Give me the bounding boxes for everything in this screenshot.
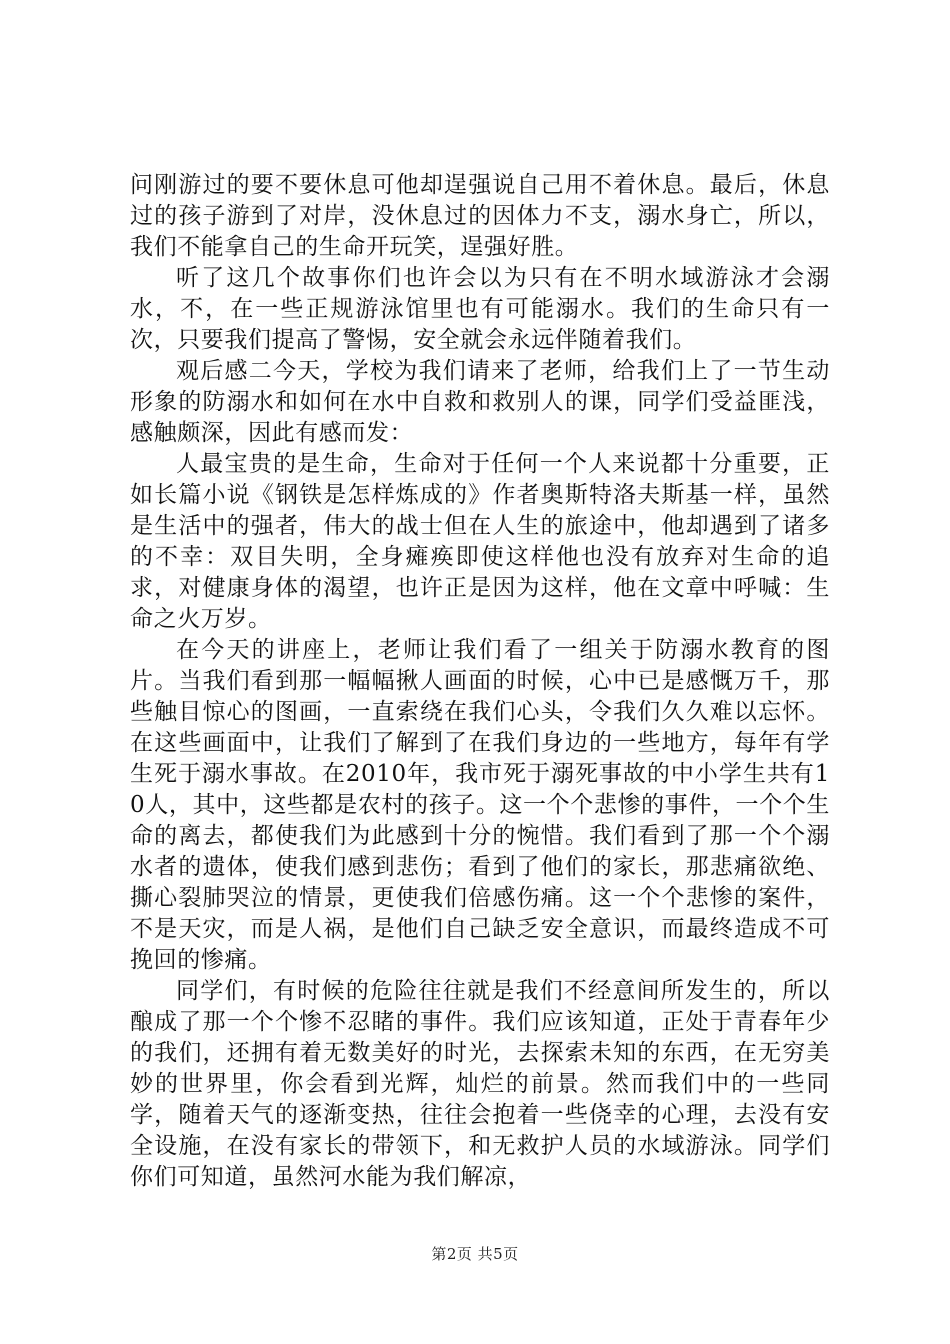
- paragraph: 听了这几个故事你们也许会以为只有在不明水域游泳才会溺水，不，在一些正规游泳馆里也有可能溺水。我们的生命只有一次，只要我们提高了警惕，安全就会永远伴随着我们。: [130, 265, 830, 353]
- page-number-footer: 第2页 共5页: [431, 1245, 519, 1263]
- document-body: [130, 170, 830, 1193]
- paragraph-continuation: 问刚游过的要不要休息可他却逞强说自己用不着休息。最后，休息过的孩子游到了对岸，没休息过的因体力不支，溺水身亡，所以，我们不能拿自己的生命开玩笑，逞强好胜。: [130, 172, 830, 260]
- paragraph: 人最宝贵的是生命，生命对于任何一个人来说都十分重要，正如长篇小说《钢铁是怎样炼成的》作者奥斯特洛夫斯基一样，虽然是生活中的强者，伟大的战士但在人生的旅途中，他却遇到了诸多的不幸：双目失明，全身瘫痪即使这样他也没有放弃对生命的追求，对健康身体的渴望，也许正是因为这样，他在文章中呼喊：生命之火万岁。: [130, 451, 830, 632]
- paragraph: 在今天的讲座上，老师让我们看了一组关于防溺水教育的图片。当我们看到那一幅幅揪人画面的时候，心中已是感慨万千，那些触目惊心的图画，一直索绕在我们心头，令我们久久难以忘怀。在这些画面中，让我们了解到了在我们身边的一些地方，每年有学生死于溺水事故。在2010年，我市死于溺死事故的中小学生共有10人，其中，这些都是农村的孩子。这一个个悲惨的事件，一个个生命的离去，都使我们为此感到十分的惋惜。我们看到了那一个个溺水者的遗体，使我们感到悲伤；看到了他们的家长，那悲痛欲绝、撕心裂肺哭泣的情景，更使我们倍感伤痛。这一个个悲惨的案件，不是天灾，而是人祸，是他们自己缺乏安全意识，而最终造成不可挽回的惨痛。: [130, 637, 830, 973]
- paragraph: 同学们，有时候的危险往往就是我们不经意间所发生的，所以酿成了那一个个惨不忍睹的事件。我们应该知道，正处于青春年少的我们，还拥有着无数美好的时光，去探索未知的东西，在无穷美妙的世界里，你会看到光辉，灿烂的前景。然而我们中的一些同学，随着天气的逐渐变热，往往会抱着一些侥幸的心理，去没有安全设施，在没有家长的带领下，和无救护人员的水域游泳。同学们你们可知道，虽然河水能为我们解凉，: [130, 978, 830, 1190]
- paragraph: 观后感二今天，学校为我们请来了老师，给我们上了一节生动形象的防溺水和如何在水中自救和救别人的课，同学们受益匪浅，感触颇深，因此有感而发：: [130, 358, 830, 446]
